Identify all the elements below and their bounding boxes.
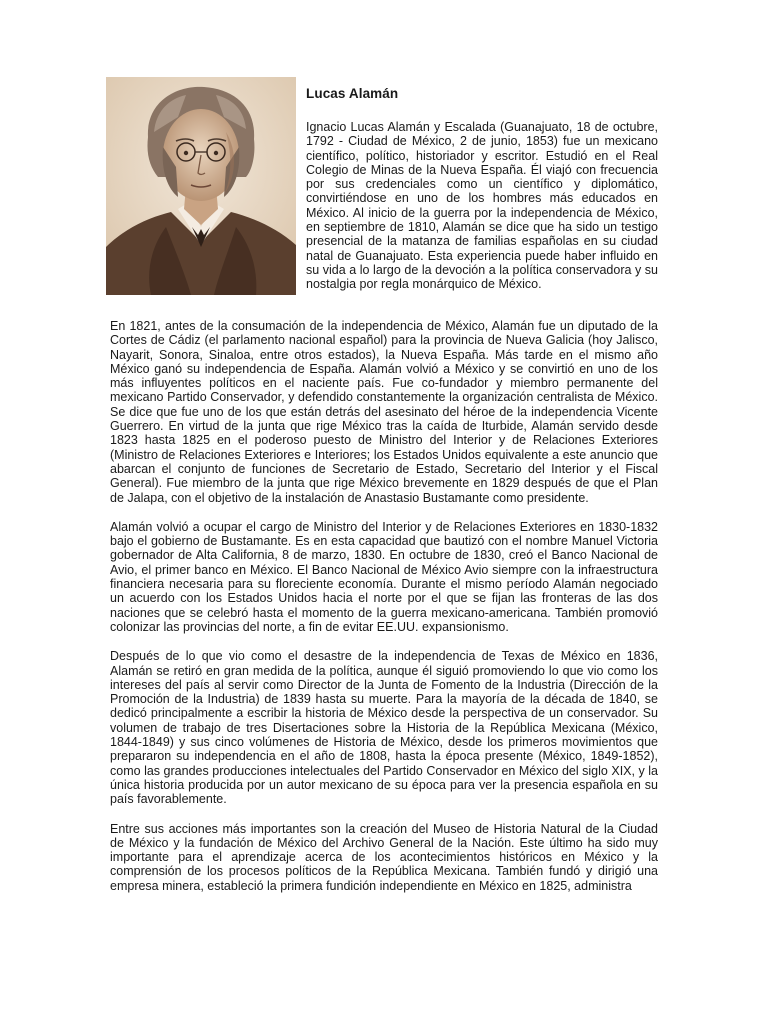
body-paragraph: En 1821, antes de la consumación de la independencia de México, Alamán fue un diputado de la Cortes de Cádiz (el parlamento nacional español) para la provincia de Nueva Galicia (hoy Jalisco, Nayarit, Sonora, Sinaloa, entre otros estados), la Nueva España. Más tarde en el mismo año México ganó su independencia de España. Alamán volvió a México y se convirtió en uno de los más influyentes políticos en el naciente país. Fue co-fundador y miembro permanente del mexicano Partido Conservador, y defendido constantemente la organización centralista de México. Se dice que fue uno de los que están detrás del asesinato del héroe de la independencia Vicente Guerrero. En virtud de la junta que rige México tras la caída de Iturbide, Alamán servido desde 1823 hasta 1825 en el poderoso puesto de Ministro del Interior y de Relaciones Exteriores (Ministro de Relaciones Exteriores e Interiores; los Estados Unidos equivalente a este anuncio que abarcan el conjunto de funciones de Secretario de Estado, Secretario del Interior y el Fiscal General). Fue miembro de la junta que rige México brevemente en 1829 después de que el Plan de Jalapa, con el objetivo de la instalación de Anastasio Bustamante como presidente. xyxy=(110,319,658,505)
document-title: Lucas Alamán xyxy=(306,86,399,101)
portrait-image xyxy=(106,77,296,295)
body-paragraph: Entre sus acciones más importantes son la creación del Museo de Historia Natural de la Ciudad de México y la fundación de México del Archivo General de la Nación. Este último ha sido muy importante para el aprendizaje acerca de los acontecimientos históricos en México y la comprensión de los procesos políticos de la República Mexicana. También fundó y dirigió una empresa minera, estableció la primera fundición independiente en México en 1825, administra xyxy=(110,821,658,893)
body-text xyxy=(110,319,658,908)
body-paragraph: Después de lo que vio como el desastre de la independencia de Texas de México en 1836, Alamán se retiró en gran medida de la política, aunque él siguió promoviendo lo que vio como los intereses del país al servir como Director de la Junta de Fomento de la Industria (Dirección de la Promoción de la Industria) de 1839 hasta su muerte. Para la mayoría de la década de 1840, se dedicó principalmente a escribir la historia de México desde la perspectiva de un conservador. Su volumen de trabajo de tres Disertaciones sobre la Historia de la República Mexicana (México, 1844-1849) y sus cinco volúmenes de Historia de México, desde los primeros movimientos que prepararon su independencia en el año de 1808, hasta la época presente (México, 1849-1852), como las grandes producciones intelectuales del Partido Conservador en México del siglo XIX, y la única historia producida por un autor mexicano de su época para ver la presencia española en su país favorablemente. xyxy=(110,649,658,807)
intro-paragraph: Ignacio Lucas Alamán y Escalada (Guanajuato, 18 de octubre, 1792 - Ciudad de México, 2 de junio, 1853) fue un mexicano científico, político, historiador y escritor. Estudió en el Real Colegio de Minas de la Nueva España. Él viajó con frecuencia por sus credenciales como un científico y diplomático, convirtiéndose en uno de los hombres más educados en México. Al inicio de la guerra por la independencia de México, en septiembre de 1810, Alamán se dice que ha sido un testigo presencial de la matanza de familias españolas en su ciudad natal de Guanajuato. Esta experiencia puede haber influido en su vida a lo largo de la devoción a la política conservadora y su nostalgia por regla monárquico de México. xyxy=(306,120,658,292)
body-paragraph: Alamán volvió a ocupar el cargo de Ministro del Interior y de Relaciones Exteriores en 1830-1832 bajo el gobierno de Bustamante. Es en esta capacidad que bautizó con el nombre Manuel Victoria gobernador de Alta California, 8 de marzo, 1830. En octubre de 1830, creó el Banco Nacional de Avio, el primer banco en México. El Banco Nacional de México Avio siempre con la infraestructura financiera necesaria para su floreciente economía. Durante el mismo período Alamán negociado un acuerdo con los Estados Unidos hacia el norte por el que se fijan las fronteras de las dos naciones que se celebró hasta el momento de la guerra mexicano-americana. También promovió colonizar las provincias del norte, a fin de evitar EE.UU. expansionismo. xyxy=(110,519,658,634)
portrait-engraving-icon xyxy=(106,77,296,295)
